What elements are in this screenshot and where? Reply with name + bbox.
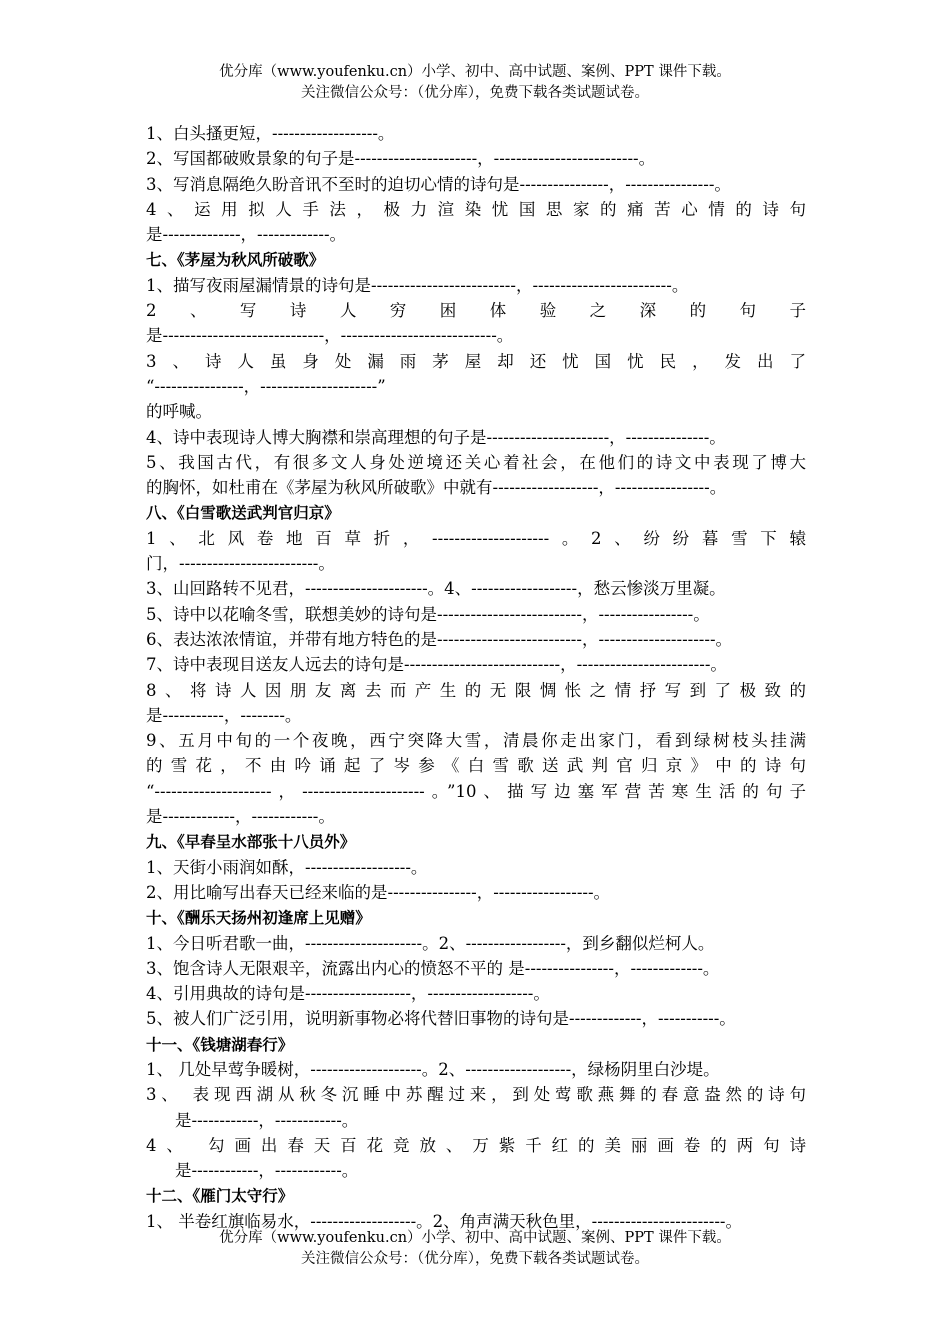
section-heading: 八、《白雪歌送武判官归京》 bbox=[146, 503, 340, 523]
text-line: 4、引用典故的诗句是-------------------，-------------------。 bbox=[146, 984, 550, 1004]
text-line: 9、五月中旬的一个夜晚，西宁突降大雪，清晨你走出家门，看到绿树枝头挂满 bbox=[146, 731, 806, 751]
text-line: 1、 半卷红旗临易水，-------------------。2、角声满天秋色里，------------------------。 bbox=[146, 1211, 742, 1231]
text-line: 2、用比喻写出春天已经来临的是----------------，------------------。 bbox=[146, 882, 611, 902]
text-line: 6、表达浓浓情谊，并带有地方特色的是--------------------------，---------------------。 bbox=[146, 629, 733, 649]
document-body bbox=[146, 121, 806, 1234]
text-line: 4、 勾画出春天百花竞放、万紫千红的美丽画卷的两句诗 bbox=[146, 1135, 806, 1155]
text-line: 1、今日听君歌一曲，---------------------。2、------------------，到乡翻似烂柯人。 bbox=[146, 933, 715, 953]
text-line: 3、写消息隔绝久盼音讯不至时的迫切心情的诗句是----------------，----------------。 bbox=[146, 174, 731, 194]
text-line: 是-----------，--------。 bbox=[146, 705, 302, 725]
text-line: 3、诗人虽身处漏雨茅屋却还忧国忧民，发出了 bbox=[146, 351, 806, 371]
text-line: 是------------，------------。 bbox=[175, 1161, 359, 1181]
text-line: 的雪花，不由吟诵起了岑参《白雪歌送武判官归京》中的诗句 bbox=[146, 756, 806, 776]
text-line: 是-----------------------------，----------------------------。 bbox=[146, 326, 514, 346]
text-line: 2、写诗人穷困体验之深的句子 bbox=[146, 301, 806, 321]
text-line: 5、诗中以花喻冬雪，联想美妙的诗句是--------------------------，-----------------。 bbox=[146, 604, 710, 624]
text-line: 3、 表现西湖从秋冬沉睡中苏醒过来，到处莺歌燕舞的春意盎然的诗句 bbox=[146, 1085, 806, 1105]
header-line-2: 关注微信公众号：（优分库），免费下载各类试题试卷。 bbox=[301, 85, 649, 101]
text-line: “----------------，---------------------” bbox=[146, 376, 386, 396]
text-line: 1、北风卷地百草折，---------------------。2、纷纷暮雪下辕 bbox=[146, 528, 806, 548]
text-line: 是--------------，-------------。 bbox=[146, 225, 347, 245]
page-header bbox=[0, 62, 950, 104]
section-heading: 九、《早春呈水部张十八员外》 bbox=[146, 832, 356, 852]
section-heading: 十二、《雁门太守行》 bbox=[146, 1186, 294, 1206]
text-line: 5、我国古代，有很多文人身处逆境还关心着社会，在他们的诗文中表现了博大 bbox=[146, 452, 806, 472]
footer-line-2: 关注微信公众号：（优分库），免费下载各类试题试卷。 bbox=[301, 1251, 649, 1267]
text-line: 门，-------------------------。 bbox=[146, 554, 335, 574]
text-line: 1、白头搔更短，-------------------。 bbox=[146, 124, 395, 143]
text-line: 3、饱含诗人无限艰辛，流露出内心的愤怒不平的 是----------------，-------------。 bbox=[146, 958, 720, 978]
text-line: “---------------------，----------------------。”10、描写边塞军营苦寒生活的句子 bbox=[146, 781, 806, 801]
header-line-1: 优分库（www.youfenku.cn）小学、初中、高中试题、案例、PPT 课件下载。 bbox=[219, 64, 731, 80]
text-line: 8、将诗人因朋友离去而产生的无限惆怅之情抒写到了极致的 bbox=[146, 680, 806, 700]
text-line: 的胸怀，如杜甫在《茅屋为秋风所破歌》中就有-------------------，-----------------。 bbox=[146, 478, 727, 498]
text-line: 是-------------，------------。 bbox=[146, 807, 335, 827]
text-line: 5、被人们广泛引用，说明新事物必将代替旧事物的诗句是-------------，-----------。 bbox=[146, 1009, 736, 1029]
text-line: 1、描写夜雨屋漏情景的诗句是--------------------------，-------------------------。 bbox=[146, 275, 689, 295]
text-line: 3、山回路转不见君，----------------------。4、-------------------，愁云惨淡万里凝。 bbox=[146, 579, 726, 599]
section-heading: 十一、《钱塘湖春行》 bbox=[146, 1034, 294, 1054]
text-line: 是------------，------------。 bbox=[175, 1110, 359, 1130]
footer-line-1: 优分库（www.youfenku.cn）小学、初中、高中试题、案例、PPT 课件下载。 bbox=[219, 1230, 731, 1246]
text-line: 1、天街小雨润如酥，-------------------。 bbox=[146, 857, 428, 877]
text-line: 4、运用拟人手法，极力渲染忧国思家的痛苦心情的诗句 bbox=[146, 199, 806, 219]
text-line: 4、诗中表现诗人博大胸襟和崇高理想的句子是----------------------，---------------。 bbox=[146, 427, 726, 447]
text-line: 1、 几处早莺争暖树，--------------------。2、-------------------，绿杨阴里白沙堤。 bbox=[146, 1059, 720, 1079]
page-footer bbox=[0, 1228, 950, 1270]
section-heading: 七、《茅屋为秋风所破歌》 bbox=[146, 250, 325, 270]
section-heading: 十、《酬乐天扬州初逢席上见赠》 bbox=[146, 908, 371, 928]
text-line: 2、写国都破败景象的句子是----------------------，--------------------------。 bbox=[146, 149, 656, 169]
text-line: 的呼喊。 bbox=[146, 402, 212, 422]
text-line: 7、诗中表现目送友人远去的诗句是----------------------------，------------------------。 bbox=[146, 655, 727, 675]
